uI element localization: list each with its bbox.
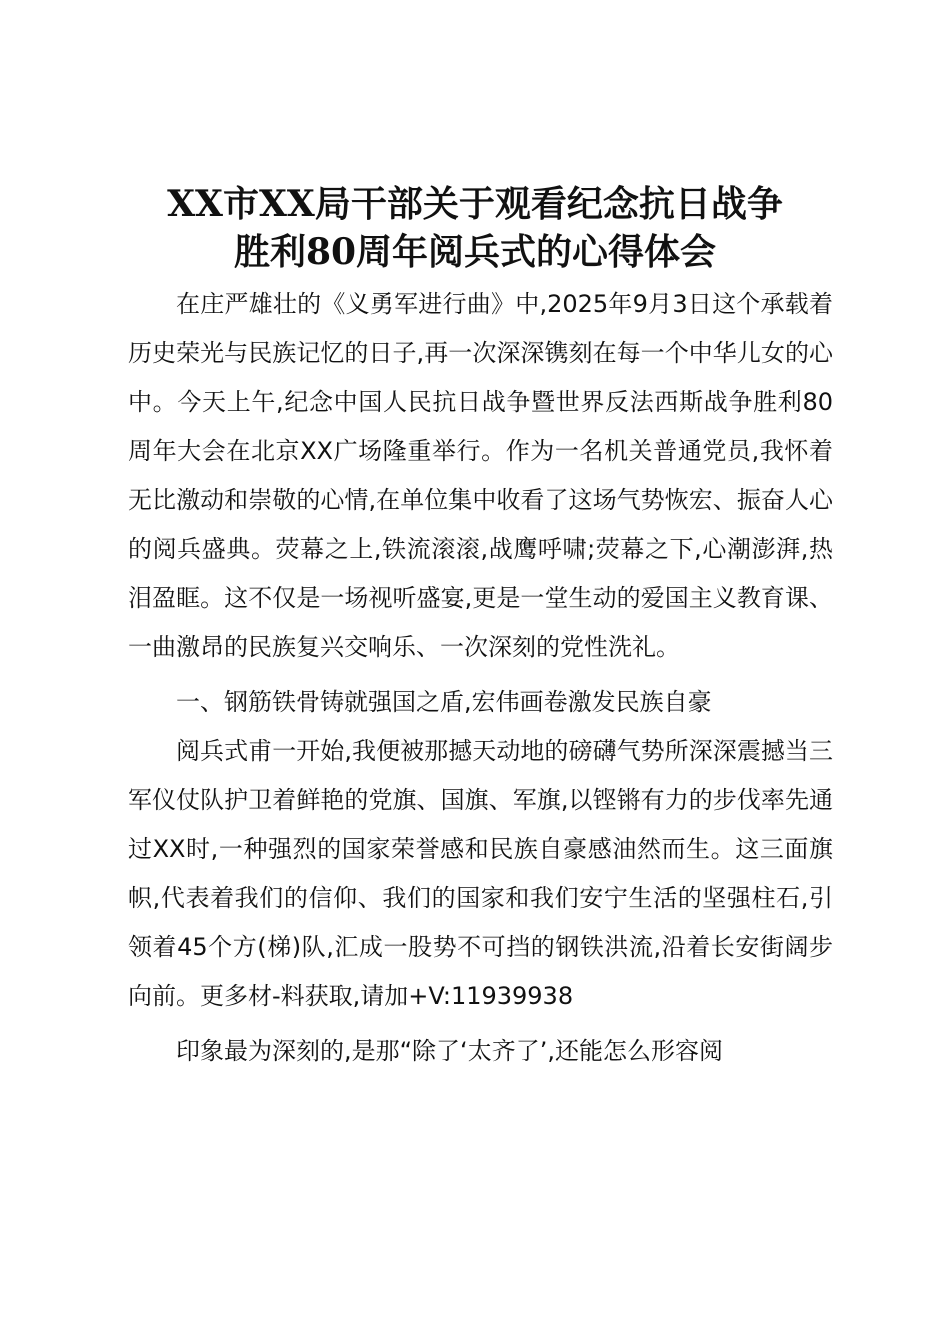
- paragraph-intro: 在庄严雄壮的《义勇军进行曲》中,2025年9月3日这个承载着历史荣光与民族记忆的日子,再一次深深镌刻在每一个中华儿女的心中。今天上午,纪念中国人民抗日战争暨世界反法西斯战争胜利80周年大会在北京XX广场隆重举行。作为一名机关普通党员,我怀着无比激动和崇敬的心情,在单位集中收看了这场气势恢宏、振奋人心的阅兵盛典。荧幕之上,铁流滚滚,战鹰呼啸;荧幕之下,心潮澎湃,热泪盈眶。这不仅是一场视听盛宴,更是一堂生动的爱国主义教育课、一曲激昂的民族复兴交响乐、一次深刻的党性洗礼。: [128, 290, 833, 661]
- section-heading-1: 一、钢筋铁骨铸就强国之盾,宏伟画卷激发民族自豪: [176, 688, 712, 716]
- document-body: [128, 280, 833, 1076]
- title-line-1: XX市XX局干部关于观看纪念抗日战争: [167, 183, 783, 225]
- title-line-2: 胜利80周年阅兵式的心得体会: [233, 231, 717, 273]
- document-title: [110, 180, 840, 276]
- paragraph-parade: 阅兵式甫一开始,我便被那撼天动地的磅礴气势所深深震撼当三军仪仗队护卫着鲜艳的党旗、国旗、军旗,以铿锵有力的步伐率先通过XX时,一种强烈的国家荣誉感和民族自豪感油然而生。这三面旗帜,代表着我们的信仰、我们的国家和我们安宁生活的坚强柱石,引领着45个方(梯)队,汇成一股势不可挡的钢铁洪流,沿着长安街阔步向前。更多材-料获取,请加+V:11939938: [128, 737, 833, 1010]
- paragraph-impression: 印象最为深刻的,是那“除了‘太齐了’,还能怎么形容阅: [176, 1037, 723, 1065]
